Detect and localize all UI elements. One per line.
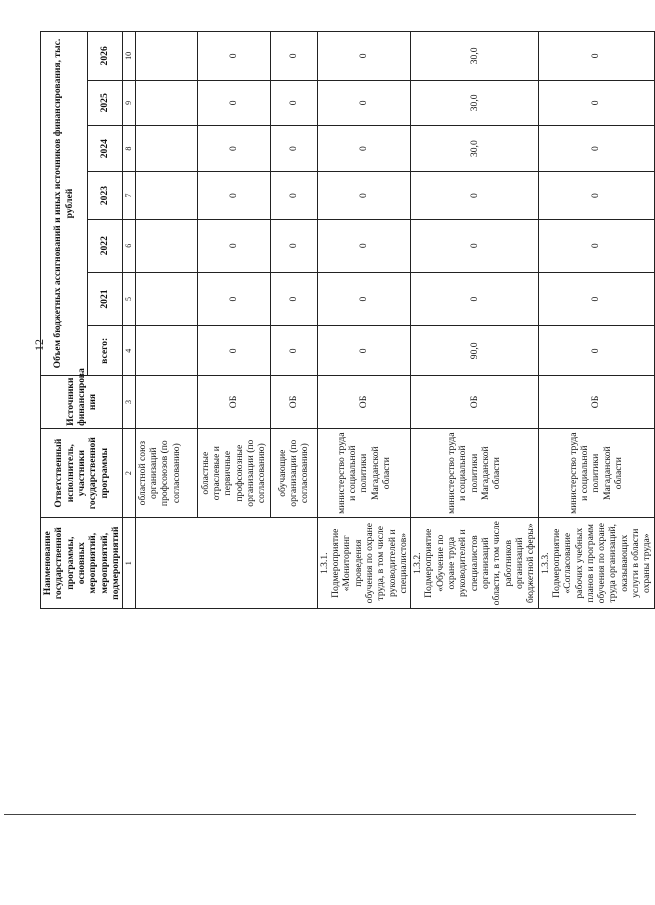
row-value: 0: [197, 326, 270, 376]
row-value: [135, 80, 197, 125]
row-name: 1.3.2. Подмероприятие «Обучение по охране труда руководителей и специалистов организаций области, в том числе работников организаций бюджетной сферы»: [411, 518, 538, 609]
row-value: 0: [538, 326, 654, 376]
row-source: ОБ: [317, 376, 411, 429]
row-value: [135, 125, 197, 171]
row-value: 0: [317, 32, 411, 81]
row-value: 0: [317, 80, 411, 125]
column-number: 6: [123, 219, 135, 272]
row-value: [135, 172, 197, 219]
header-year: 2021: [87, 272, 123, 326]
row-value: 0: [411, 172, 538, 219]
row-value: 0: [197, 32, 270, 81]
column-number: 10: [123, 32, 135, 81]
row-value: 30,0: [411, 80, 538, 125]
row-source: ОБ: [197, 376, 270, 429]
budget-allocation-table: [40, 31, 655, 609]
row-value: 0: [317, 272, 411, 326]
row-value: 0: [197, 272, 270, 326]
table-row: [135, 32, 197, 609]
row-value: 0: [538, 272, 654, 326]
row-name-cell: [135, 518, 317, 609]
row-value: 0: [270, 219, 317, 272]
column-number: 8: [123, 125, 135, 171]
page-separator-line: [4, 814, 636, 815]
column-number: 7: [123, 172, 135, 219]
column-number: 4: [123, 326, 135, 376]
row-executor: обучающие организации (по согласованию): [270, 428, 317, 518]
column-number: 5: [123, 272, 135, 326]
row-value: 0: [270, 272, 317, 326]
table-row: [538, 32, 654, 609]
row-source: [135, 376, 197, 429]
row-value: 0: [538, 219, 654, 272]
row-value: 0: [197, 219, 270, 272]
row-value: 0: [411, 219, 538, 272]
row-value: 0: [317, 172, 411, 219]
row-name: 1.3.3. Подмероприятие «Согласование рабочих учебных планов и программ обучения по охране труда организаций, оказывающих услуги в области охраны труда»: [538, 518, 654, 609]
row-value: 0: [538, 125, 654, 171]
row-value: 0: [538, 32, 654, 81]
header-row-numbers: [123, 32, 135, 609]
header-year: 2026: [87, 32, 123, 81]
row-executor: министерство труда и социальной политики Магаданской области: [411, 428, 538, 518]
row-value: 0: [270, 80, 317, 125]
row-value: 30,0: [411, 32, 538, 81]
column-number: 1: [123, 518, 135, 609]
row-executor: министерство труда и социальной политики Магаданской области: [317, 428, 411, 518]
column-number: 3: [123, 376, 135, 429]
header-name: Наименование государственной программы, основных мероприятий, мероприятий, подмероприятий: [41, 518, 123, 609]
table-row: [411, 32, 538, 609]
header-year: 2025: [87, 80, 123, 125]
row-value: 0: [270, 172, 317, 219]
header-source: Источники финансирова ния: [41, 376, 123, 429]
row-name: 1.3.1. Подмероприятие «Мониторинг проведения обучения по охране труда, в том числе руководителей и специалистов»: [317, 518, 411, 609]
row-value: 0: [270, 32, 317, 81]
row-value: [135, 326, 197, 376]
row-executor: министерство труда и социальной политики Магаданской области: [538, 428, 654, 518]
row-value: 0: [317, 219, 411, 272]
row-value: 0: [317, 326, 411, 376]
header-budget-group: Объем бюджетных ассигнований и иных источников финансирования, тыс. рублей: [41, 32, 88, 376]
row-source: ОБ: [538, 376, 654, 429]
table-row: [317, 32, 411, 609]
header-year: 2022: [87, 219, 123, 272]
row-value: 0: [197, 80, 270, 125]
header-year: 2024: [87, 125, 123, 171]
column-number: 9: [123, 80, 135, 125]
header-total: всего:: [87, 326, 123, 376]
row-value: 0: [538, 80, 654, 125]
row-executor: областной союз организаций профсоюзов (по согласованию): [135, 428, 197, 518]
row-executor: областные отраслевые и первичные профсоюзные организации (по согласованию): [197, 428, 270, 518]
column-number: 2: [123, 428, 135, 518]
row-value: [135, 219, 197, 272]
row-source: ОБ: [270, 376, 317, 429]
row-value: [135, 32, 197, 81]
header-year: 2023: [87, 172, 123, 219]
row-value: 0: [270, 326, 317, 376]
header-row-top: [41, 32, 88, 609]
row-value: 30,0: [411, 125, 538, 171]
row-value: 0: [197, 172, 270, 219]
row-value: [135, 272, 197, 326]
page-number: 12: [32, 339, 46, 351]
row-value: 0: [197, 125, 270, 171]
header-executor: Ответственный исполнитель, участники государственной программы: [41, 428, 123, 518]
row-value: 0: [411, 272, 538, 326]
row-source: ОБ: [411, 376, 538, 429]
row-value: 90,0: [411, 326, 538, 376]
row-value: 0: [270, 125, 317, 171]
row-value: 0: [538, 172, 654, 219]
row-value: 0: [317, 125, 411, 171]
